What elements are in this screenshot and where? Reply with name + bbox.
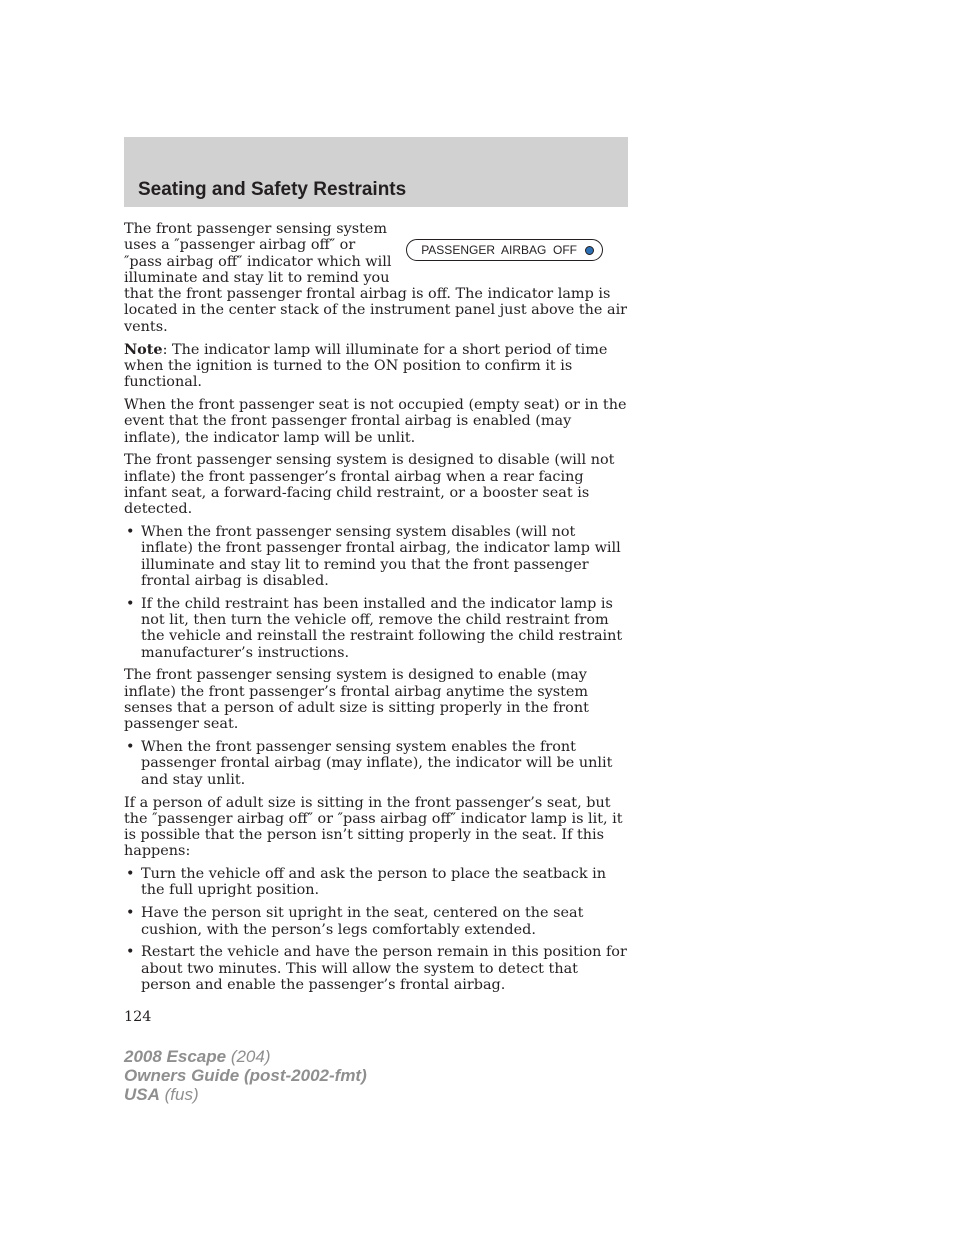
note-label: Note xyxy=(124,340,163,358)
list-item: • When the front passenger sensing system enables the front passenger frontal airbag (may inflate), the indicator will be unlit and stay unlit. xyxy=(124,739,628,788)
bullet-list xyxy=(124,866,628,993)
paragraph: The front passenger sensing system is designed to disable (will not inflate) the front passenger’s frontal airbag when a rear facing infant seat, a forward-facing child restraint, or a booster seat is detected. xyxy=(124,452,615,518)
section-title: Seating and Safety Restraints xyxy=(138,179,407,200)
page-number: 124 xyxy=(124,1009,152,1026)
indicator-lamp-icon xyxy=(585,246,594,255)
bullet-list xyxy=(124,739,628,788)
indicator-label: PASSENGER AIRBAG OFF xyxy=(421,242,577,257)
indicator-illustration xyxy=(392,221,628,285)
list-item: • Turn the vehicle off and ask the person to place the seatback in the full upright position. xyxy=(124,866,628,899)
list-item: • When the front passenger sensing system disables (will not inflate) the front passenger frontal airbag, the indicator lamp will illuminate and stay lit to remind you that the front passenger frontal airbag is disabled. xyxy=(124,524,628,589)
paragraph: The front passenger sensing system is designed to enable (may inflate) the front passenger’s frontal airbag anytime the system senses that a person of adult size is sitting properly in the front passenger seat. xyxy=(124,667,589,733)
footer-model-code: (204) xyxy=(226,1047,271,1066)
list-item: • Have the person sit upright in the seat, centered on the seat cushion, with the person’s legs comfortably extended. xyxy=(124,905,628,938)
footer-market-code: (fus) xyxy=(159,1085,199,1104)
footer-market: USA xyxy=(124,1085,160,1104)
note-text: : The indicator lamp will illuminate for a short period of time when the ignition is turned to the ON position to confirm it is functional. xyxy=(124,341,608,391)
section-header-band xyxy=(124,137,628,207)
footer-guide: Owners Guide (post-2002-fmt) xyxy=(124,1066,367,1085)
note-paragraph xyxy=(124,342,628,391)
passenger-airbag-off-indicator xyxy=(406,239,603,261)
footer-line-model xyxy=(124,1047,367,1066)
paragraph: When the front passenger seat is not occupied (empty seat) or in the event that the front passenger frontal airbag is enabled (may inflate), the indicator lamp will be unlit. xyxy=(124,396,627,446)
list-item: • If the child restraint has been installed and the indicator lamp is not lit, then turn the vehicle off, remove the child restraint from the vehicle and reinstall the restraint following the child restraint manufacturer’s instructions. xyxy=(124,596,628,661)
document-footer xyxy=(124,1047,367,1104)
paragraph: If a person of adult size is sitting in the front passenger’s seat, but the ″passenger airbag off″ or ″pass airbag off″ indicator lamp is lit, it is possible that the person isn’t sitting properly in the seat. If this happens: xyxy=(124,794,623,860)
footer-line-guide xyxy=(124,1066,367,1085)
page-content xyxy=(124,221,628,1032)
bullet-list xyxy=(124,524,628,661)
footer-line-market xyxy=(124,1085,367,1104)
list-item: • Restart the vehicle and have the person remain in this position for about two minutes. This will allow the system to detect that person and enable the passenger’s frontal airbag. xyxy=(124,944,628,993)
footer-model: 2008 Escape xyxy=(124,1047,227,1066)
paragraph: The front passenger sensing system uses a ″passenger airbag off″ or ″pass airbag off″ indicator which will illuminate and stay lit to remind you that the front passenger frontal airbag is off. The indicator lamp is located in the center stack of the instrument panel just above the air vents. xyxy=(124,221,628,335)
